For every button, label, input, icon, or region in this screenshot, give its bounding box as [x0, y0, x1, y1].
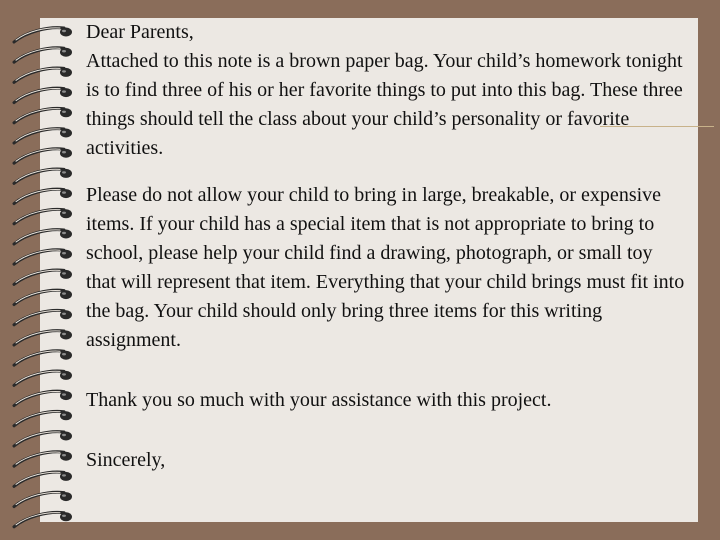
spiral-ring: [14, 310, 72, 325]
spiral-ring: [14, 108, 72, 123]
spiral-ring: [14, 492, 72, 507]
spiral-ring: [14, 452, 72, 467]
spiral-ring: [14, 169, 72, 184]
letter-paragraph-3: Thank you so much with your assistance with this project.: [86, 389, 552, 411]
spiral-ring: [14, 149, 72, 164]
letter-closing: Sincerely,: [86, 449, 166, 471]
spiral-ring: [14, 129, 72, 144]
spiral-ring: [14, 28, 72, 43]
spiral-ring: [14, 512, 72, 527]
letter-salutation: Dear Parents,: [86, 21, 194, 43]
spiral-ring: [14, 230, 72, 245]
spiral-ring: [14, 432, 72, 447]
spiral-ring: [14, 68, 72, 83]
spiral-binding-icon: [0, 0, 90, 540]
letter-paragraph-1: Attached to this note is a brown paper bag. Your child’s homework tonight is to find three of his or her favorite things to put into this bag. These three things should tell the class about your child’s personality or favorite activities.: [86, 50, 683, 159]
spiral-ring: [14, 88, 72, 103]
spiral-ring: [14, 331, 72, 346]
spiral-ring: [14, 209, 72, 224]
spiral-ring: [14, 290, 72, 305]
spiral-ring: [14, 189, 72, 204]
spiral-ring: [14, 472, 72, 487]
spiral-ring: [14, 48, 72, 63]
spiral-ring: [14, 351, 72, 366]
parent-letter: [86, 18, 686, 475]
spiral-ring: [14, 371, 72, 386]
letter-paragraph-2: Please do not allow your child to bring in large, breakable, or expensive items. If your child has a special item that is not appropriate to bring to school, please help your child find a drawing, photograph, or small toy that will represent that item. Everything that your child brings must fit into the bag. Your child should only bring three items for this writing assignment.: [86, 184, 685, 351]
spiral-ring: [14, 411, 72, 426]
spiral-ring: [14, 391, 72, 406]
spiral-ring: [14, 250, 72, 265]
spiral-ring: [14, 270, 72, 285]
